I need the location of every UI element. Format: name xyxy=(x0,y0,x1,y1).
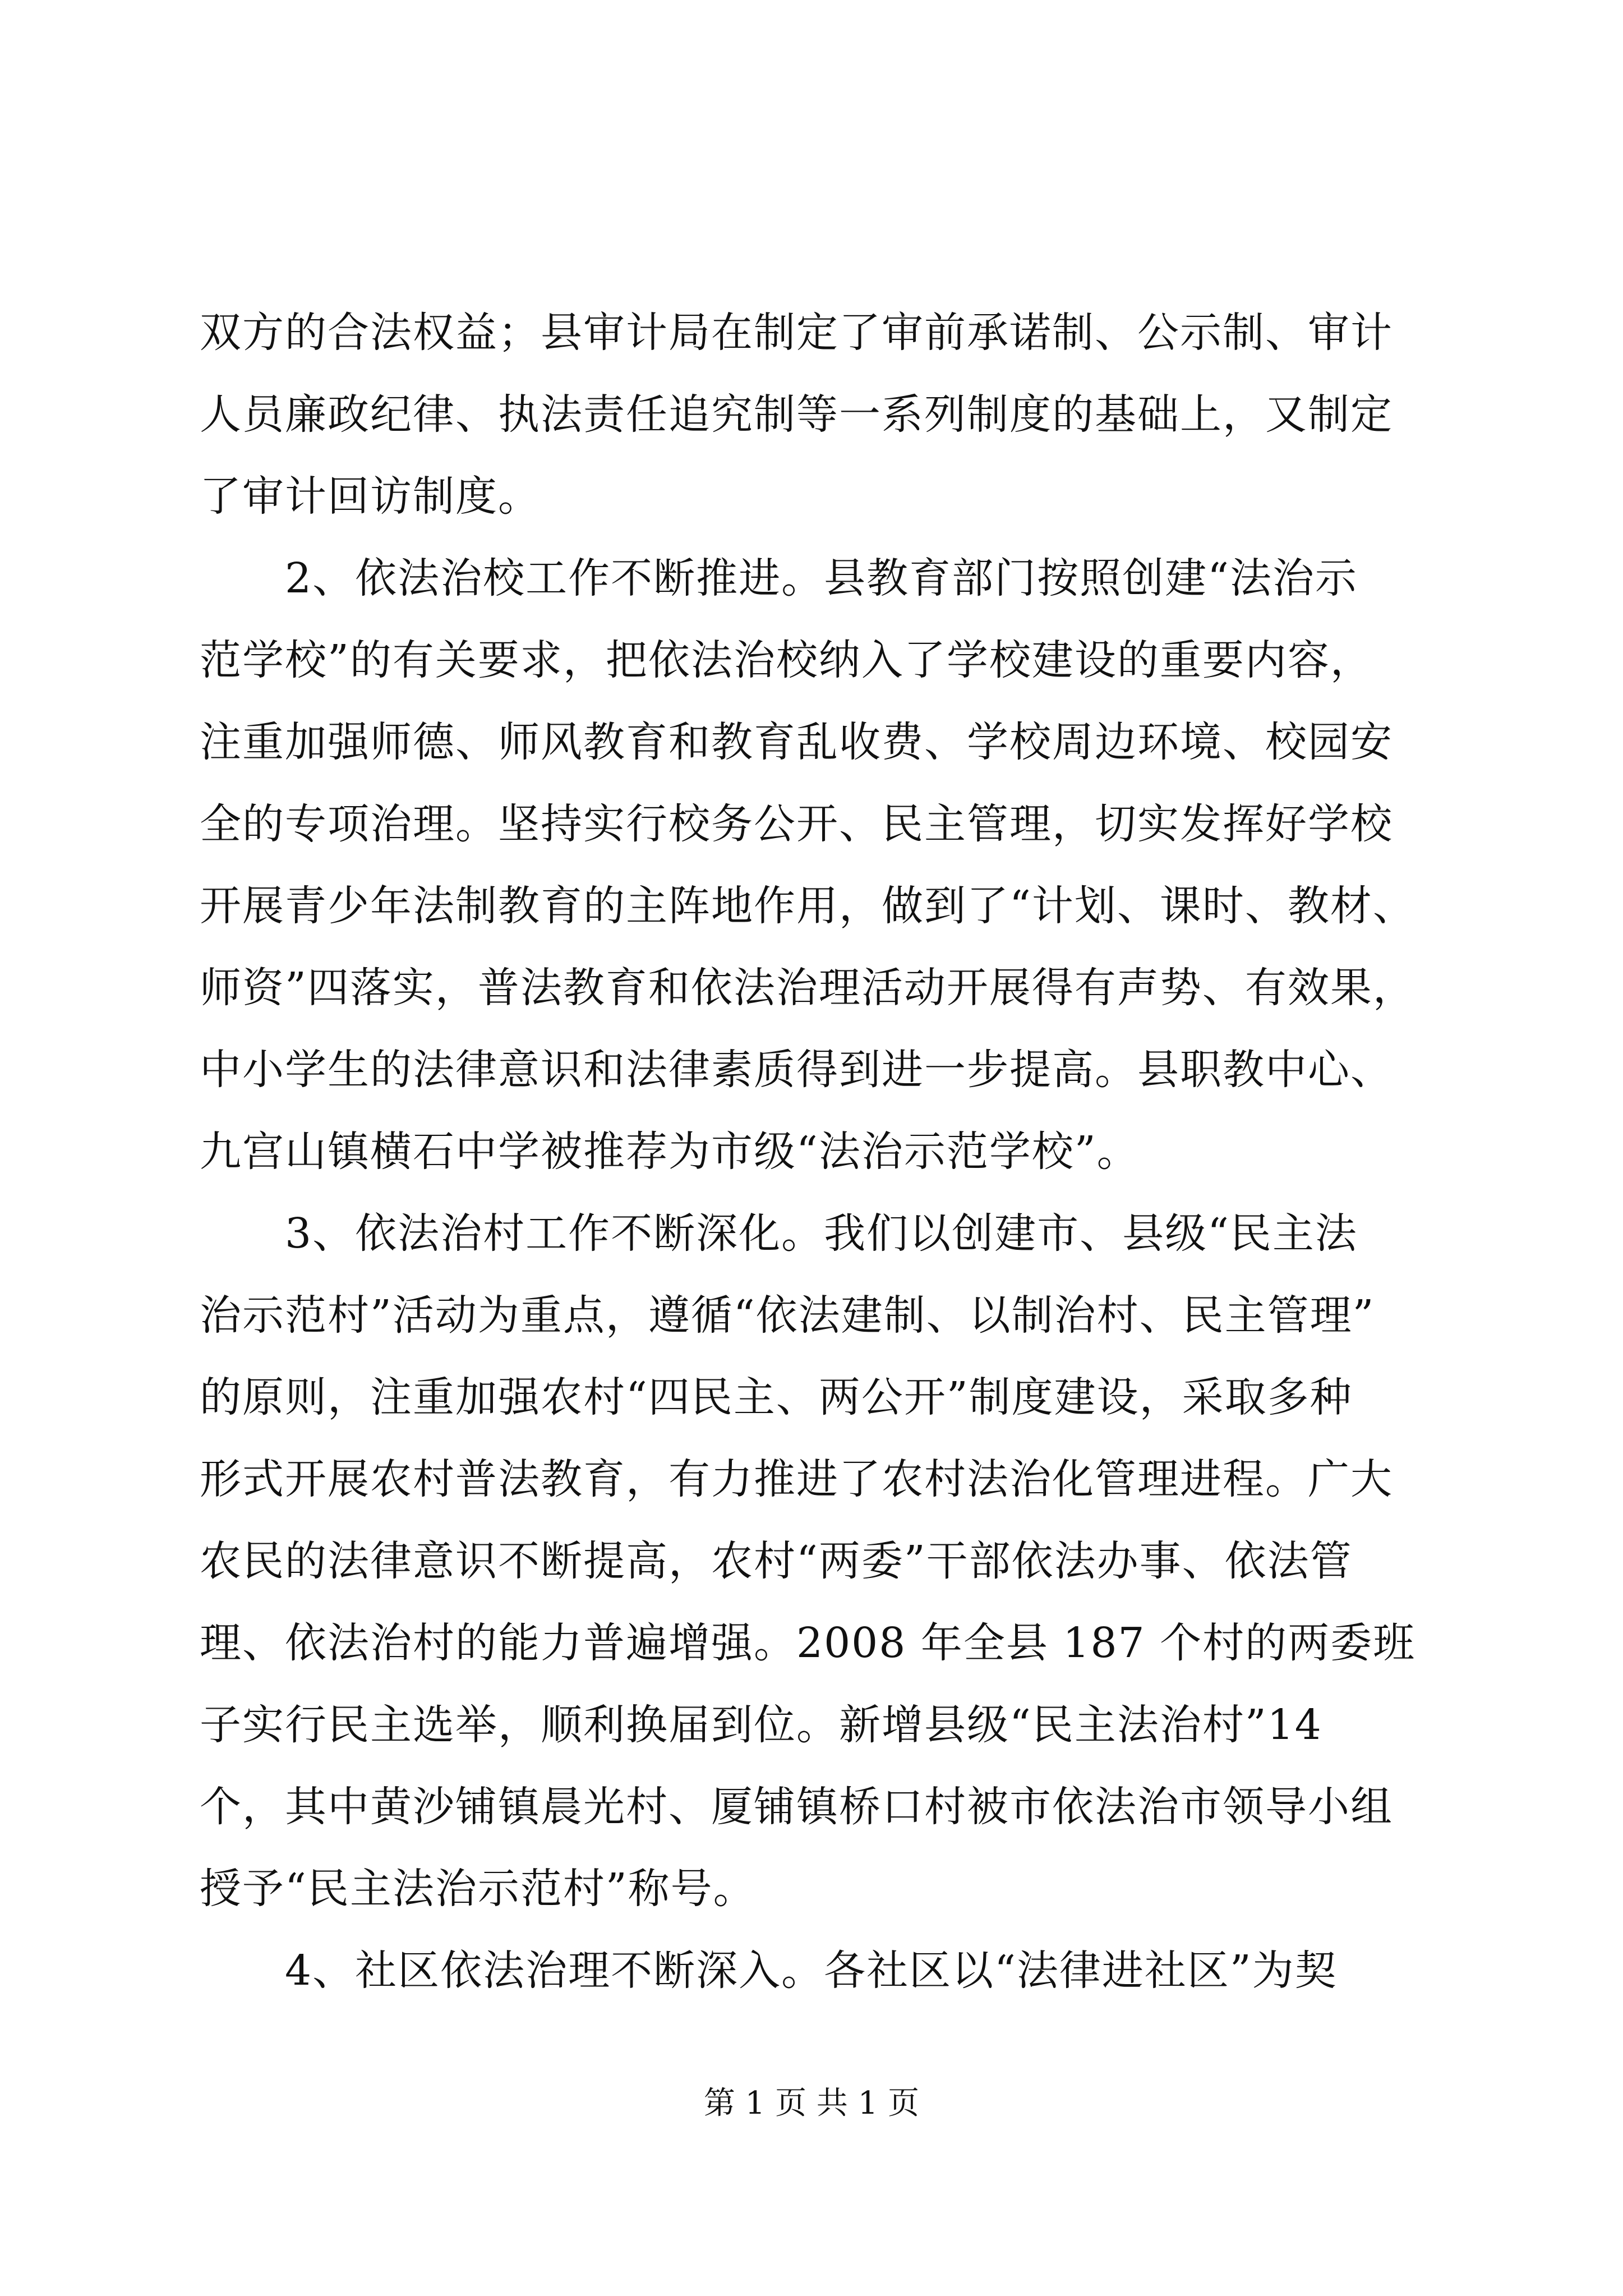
text-line: 的原则，注重加强农村“四民主、两公开”制度建设，采取多种 xyxy=(200,1373,1353,1421)
text-line: 范学校”的有关要求，把依法治校纳入了学校建设的重要内容， xyxy=(200,636,1373,684)
text-line: 形式开展农村普法教育，有力推进了农村法治化管理进程。广大 xyxy=(200,1455,1393,1503)
text-line: 师资”四落实，普法教育和依法治理活动开展得有声势、有效果， xyxy=(200,964,1415,1012)
text-line: 人员廉政纪律、执法责任追究制等一系列制度的基础上，又制定 xyxy=(200,390,1393,439)
text-line: 子实行民主选举，顺利换届到位。新增县级“民主法治村”14 xyxy=(200,1701,1322,1749)
page-footer: 第 1 页 共 1 页 xyxy=(703,2085,920,2122)
text-line: 农民的法律意识不断提高，农村“两委”干部依法办事、依法管 xyxy=(200,1537,1353,1585)
text-line: 双方的合法权益；县审计局在制定了审前承诺制、公示制、审计 xyxy=(200,309,1393,357)
text-line: 治示范村”活动为重点，遵循“依法建制、以制治村、民主管理” xyxy=(200,1291,1375,1340)
text-line: 中小学生的法律意识和法律素质得到进一步提高。县职教中心、 xyxy=(200,1046,1393,1094)
text-line: 授予“民主法治示范村”称号。 xyxy=(200,1865,756,1913)
text-line: 注重加强师德、师风教育和教育乱收费、学校周边环境、校园安 xyxy=(200,718,1393,766)
text-line: 开展青少年法制教育的主阵地作用，做到了“计划、课时、教材、 xyxy=(200,882,1415,930)
text-line: 全的专项治理。坚持实行校务公开、民主管理，切实发挥好学校 xyxy=(200,800,1393,848)
text-line: 了审计回访制度。 xyxy=(200,472,541,521)
paragraph-start-line: 2、依法治校工作不断推进。县教育部门按照创建“法治示 xyxy=(285,554,1358,602)
document-body xyxy=(200,292,1422,2012)
text-line: 理、依法治村的能力普遍增强。2008 年全县 187 个村的两委班 xyxy=(200,1619,1416,1667)
text-line: 个，其中黄沙铺镇晨光村、厦铺镇桥口村被市依法治市领导小组 xyxy=(200,1783,1393,1831)
paragraph-start-line: 3、依法治村工作不断深化。我们以创建市、县级“民主法 xyxy=(285,1209,1358,1258)
paragraph-start-line: 4、社区依法治理不断深入。各社区以“法律进社区”为契 xyxy=(285,1947,1338,1995)
text-line: 九宫山镇横石中学被推荐为市级“法治示范学校”。 xyxy=(200,1128,1140,1176)
